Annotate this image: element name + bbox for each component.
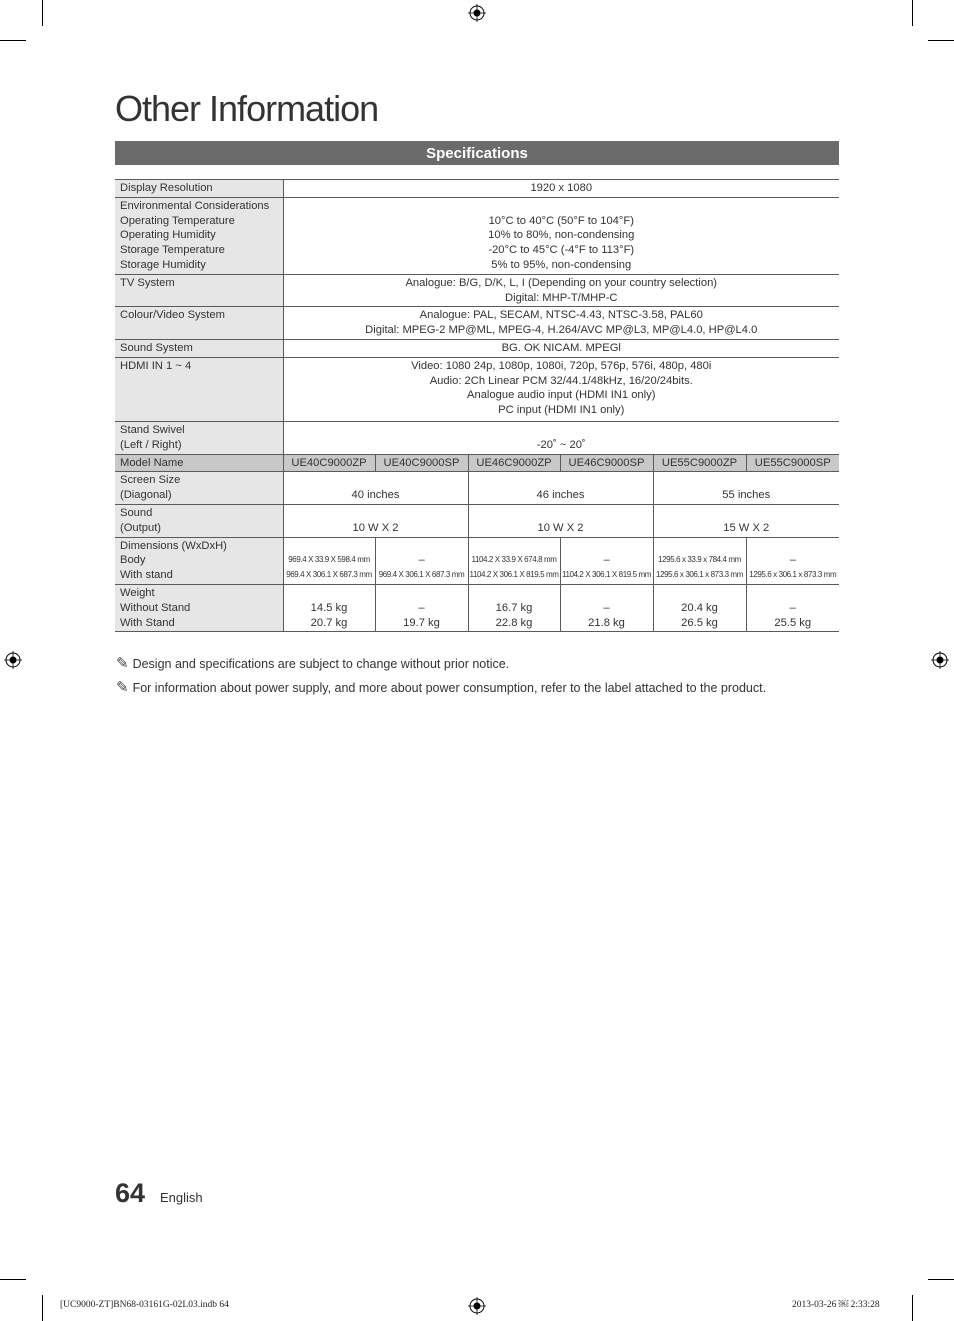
- spec-label: Sound System: [115, 339, 283, 357]
- spec-value: [283, 307, 839, 340]
- spec-value-line: Video: 1080 24p, 1080p, 1080i, 720p, 576p, 576i, 480p, 480i: [411, 359, 712, 372]
- page-title: Other Information: [115, 88, 379, 129]
- spec-value: [283, 357, 839, 421]
- weight-without-stand: –: [418, 601, 425, 614]
- specifications-table: [115, 179, 839, 632]
- registration-mark-icon: [931, 651, 949, 669]
- dimension-body: –: [418, 554, 425, 567]
- spec-value-line: -20°C to 45°C (-4°F to 113°F): [488, 244, 635, 257]
- model-name: UE55C9000ZP: [653, 454, 746, 472]
- spec-value: 15 W X 2: [653, 504, 839, 537]
- dimension-with-stand: 1295.6 x 306.1 x 873.3 mm: [656, 570, 743, 580]
- spec-label-line: Dimensions (WxDxH): [120, 539, 227, 552]
- weight-with-stand: 21.8 kg: [588, 616, 625, 629]
- table-row: [115, 537, 839, 584]
- spec-label-line: (Diagonal): [120, 489, 172, 502]
- dimension-cell: [283, 537, 375, 584]
- spec-label-line: Operating Temperature: [120, 214, 235, 227]
- table-row: [115, 504, 839, 537]
- table-row: [115, 421, 839, 454]
- model-name: UE46C9000ZP: [468, 454, 560, 472]
- spec-label: Colour/Video System: [115, 307, 283, 340]
- spec-value-line: Audio: 2Ch Linear PCM 32/44.1/48kHz, 16/20/24bits.: [429, 374, 693, 387]
- weight-without-stand: 14.5 kg: [310, 601, 348, 614]
- spec-value-line: Digital: MPEG-2 MP@ML, MPEG-4, H.264/AVC MP@L3, MP@L4.0, HP@L4.0: [365, 324, 758, 337]
- spec-label-line: Environmental Considerations: [120, 199, 270, 212]
- spec-value: 55 inches: [653, 472, 839, 505]
- model-name: UE40C9000ZP: [283, 454, 375, 472]
- spec-label: [115, 584, 283, 631]
- registration-mark-icon: [4, 651, 22, 669]
- spec-label-line: Sound: [120, 506, 153, 519]
- note-item: [116, 654, 509, 672]
- note-text: Design and specifications are subject to change without prior notice.: [132, 657, 510, 671]
- spec-value: -20˚ ~ 20˚: [283, 421, 839, 454]
- spec-label: TV System: [115, 274, 283, 307]
- spec-label: Display Resolution: [115, 180, 283, 198]
- weight-with-stand: 22.8 kg: [495, 616, 533, 629]
- page-number: 64: [115, 1178, 146, 1208]
- dimension-cell: [560, 537, 653, 584]
- spec-label-line: Storage Humidity: [120, 258, 206, 271]
- spec-value-line: Analogue: PAL, SECAM, NTSC-4.43, NTSC-3.58, PAL60: [419, 309, 703, 322]
- table-row: [115, 357, 839, 421]
- dimension-cell: [375, 537, 468, 584]
- spec-label: [115, 537, 283, 584]
- registration-mark-icon: [468, 1297, 486, 1315]
- print-footer-right: 2013-03-26 ￼ 2:33:28: [792, 1300, 880, 1310]
- table-row: [115, 472, 839, 505]
- weight-with-stand: 19.7 kg: [403, 616, 440, 629]
- spec-value: 10 W X 2: [283, 504, 468, 537]
- spec-value: 10 W X 2: [468, 504, 653, 537]
- spec-label-line: With stand: [120, 569, 173, 582]
- spec-value: BG. OK NICAM. MPEGl: [283, 339, 839, 357]
- dimension-cell: [746, 537, 839, 584]
- spec-label-line: Operating Humidity: [120, 229, 216, 242]
- table-row: [115, 197, 839, 274]
- weight-without-stand: –: [789, 601, 796, 614]
- dimension-body: 1295.6 x 33.9 x 784.4 mm: [658, 555, 741, 565]
- spec-label: HDMI IN 1 ~ 4: [115, 357, 283, 421]
- spec-label-line: Body: [120, 554, 146, 567]
- spec-value-line: Analogue audio input (HDMI IN1 only): [467, 389, 656, 402]
- pencil-icon: ✎: [116, 679, 129, 696]
- spec-label: Model Name: [115, 454, 283, 472]
- dimension-body: –: [789, 554, 796, 567]
- spec-value-line: Analogue: B/G, D/K, L, I (Depending on your country selection): [405, 276, 718, 289]
- spec-value-line: 10°C to 40°C (50°F to 104°F): [488, 214, 634, 227]
- dimension-with-stand: 1104.2 X 306.1 X 819.5 mm: [469, 570, 559, 580]
- weight-with-stand: 26.5 kg: [681, 616, 718, 629]
- note-text: For information about power supply, and more about power consumption, refer to the label attached to the product.: [132, 681, 767, 695]
- dimension-cell: [653, 537, 746, 584]
- weight-cell: [746, 584, 839, 631]
- spec-value: [283, 274, 839, 307]
- model-name: UE40C9000SP: [375, 454, 468, 472]
- spec-label-line: With Stand: [120, 616, 175, 629]
- spec-label-line: (Output): [120, 521, 162, 534]
- dimension-with-stand: 969.4 X 306.1 X 687.3 mm: [286, 570, 372, 580]
- weight-without-stand: –: [603, 601, 610, 614]
- weight-cell: [468, 584, 560, 631]
- spec-value: [283, 197, 839, 274]
- spec-label-line: Without Stand: [120, 601, 191, 614]
- dimension-body: –: [603, 554, 610, 567]
- dimension-body: 969.4 X 33.9 X 598.4 mm: [288, 555, 370, 565]
- weight-cell: [375, 584, 468, 631]
- weight-without-stand: 20.4 kg: [681, 601, 718, 614]
- spec-value-line: 5% to 95%, non-condensing: [491, 258, 632, 271]
- spec-value-line: Digital: MHP-T/MHP-C: [505, 291, 618, 304]
- print-footer-left: [UC9000-ZT]BN68-03161G-02L03.indb 64: [60, 1300, 229, 1310]
- pencil-icon: ✎: [116, 655, 129, 672]
- weight-with-stand: 20.7 kg: [310, 616, 348, 629]
- dimension-with-stand: 1104.2 X 306.1 X 819.5 mm: [561, 570, 652, 580]
- spec-label-line: Screen Size: [120, 474, 181, 487]
- spec-label-line: Stand Swivel: [120, 423, 185, 436]
- registration-mark-icon: [468, 4, 486, 22]
- dimension-body: 1104.2 X 33.9 X 674.8 mm: [471, 555, 557, 565]
- model-name: UE46C9000SP: [560, 454, 653, 472]
- table-row-model-names: [115, 454, 839, 472]
- weight-cell: [283, 584, 375, 631]
- spec-value: 46 inches: [468, 472, 653, 505]
- spec-value-line: 10% to 80%, non-condensing: [488, 229, 635, 242]
- section-title-bar: Specifications: [115, 141, 839, 165]
- dimension-with-stand: 969.4 X 306.1 X 687.3 mm: [378, 570, 465, 580]
- spec-value: 40 inches: [283, 472, 468, 505]
- spec-label-line: Weight: [120, 586, 155, 599]
- spec-label-line: (Left / Right): [120, 438, 182, 451]
- spec-label: [115, 504, 283, 537]
- table-row: [115, 339, 839, 357]
- spec-value-line: PC input (HDMI IN1 only): [498, 404, 625, 417]
- spec-label-line: Storage Temperature: [120, 244, 225, 257]
- spec-label: [115, 421, 283, 454]
- table-row: [115, 584, 839, 631]
- spec-value: 1920 x 1080: [283, 180, 839, 198]
- model-name: UE55C9000SP: [746, 454, 839, 472]
- note-item: [116, 678, 766, 696]
- dimension-with-stand: 1295.6 x 306.1 x 873.3 mm: [749, 570, 837, 580]
- spec-label: [115, 197, 283, 274]
- weight-cell: [560, 584, 653, 631]
- weight-cell: [653, 584, 746, 631]
- spec-label: [115, 472, 283, 505]
- page-language: English: [160, 1190, 203, 1205]
- table-row: [115, 274, 839, 307]
- table-row: [115, 180, 839, 198]
- weight-with-stand: 25.5 kg: [774, 616, 812, 629]
- dimension-cell: [468, 537, 560, 584]
- weight-without-stand: 16.7 kg: [495, 601, 533, 614]
- table-row: [115, 307, 839, 340]
